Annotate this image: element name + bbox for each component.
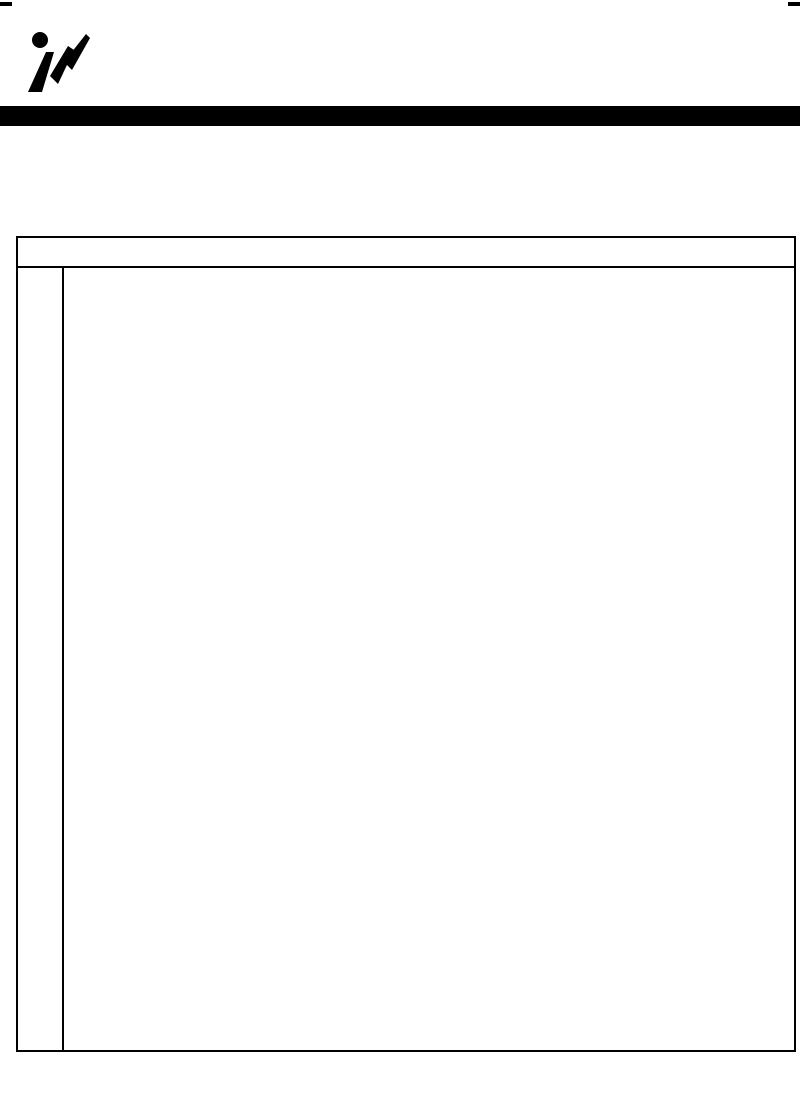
contacts: [258, 32, 793, 104]
ad-tag-right: [788, 2, 800, 6]
logo: [20, 26, 260, 96]
contact-row: [258, 68, 793, 86]
page-footer: [30, 1080, 60, 1093]
company-bar: [0, 106, 800, 126]
header: [8, 22, 792, 104]
itinerary-table: [16, 236, 796, 1052]
table-header: [18, 238, 794, 268]
logo-mark-icon: [20, 26, 92, 96]
contact-row: [258, 50, 793, 68]
ad-tag-left: [0, 2, 12, 6]
contact-row: [258, 86, 793, 104]
contact-row: [258, 32, 793, 50]
side-label: [18, 268, 64, 1050]
